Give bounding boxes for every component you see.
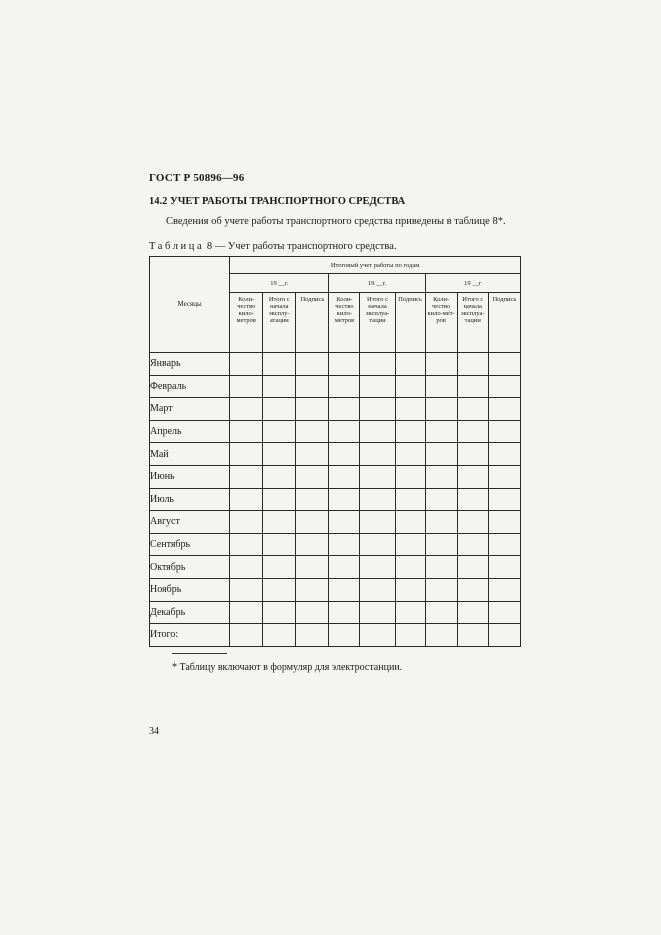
month-label: Итого: [150, 624, 230, 647]
table-row [150, 488, 521, 511]
empty-cell [296, 353, 329, 376]
table-row [150, 578, 521, 601]
empty-cell [360, 488, 395, 511]
year-header: 19 __г. [329, 274, 425, 293]
kilometers-header: Коли-чество кило-мет-ров [425, 293, 457, 353]
empty-cell [425, 353, 457, 376]
empty-cell [425, 601, 457, 624]
empty-cell [425, 465, 457, 488]
empty-cell [488, 624, 520, 647]
empty-cell [457, 443, 488, 466]
empty-cell [230, 443, 263, 466]
empty-cell [395, 556, 425, 579]
table-row [150, 353, 521, 376]
empty-cell [263, 533, 296, 556]
empty-cell [395, 420, 425, 443]
table-caption [149, 241, 396, 252]
empty-cell [360, 443, 395, 466]
empty-cell [425, 533, 457, 556]
empty-cell [329, 556, 360, 579]
table-row [150, 556, 521, 579]
empty-cell [296, 533, 329, 556]
empty-cell [360, 511, 395, 534]
empty-cell [360, 465, 395, 488]
empty-cell [457, 465, 488, 488]
total-since-start-header: Итого с начала эксплуа-тации [457, 293, 488, 353]
empty-cell [263, 488, 296, 511]
empty-cell [263, 556, 296, 579]
footnote: * Таблицу включают в формуляр для электростанции. [172, 662, 403, 673]
empty-cell [360, 556, 395, 579]
empty-cell [296, 578, 329, 601]
empty-cell [457, 398, 488, 421]
empty-cell [263, 624, 296, 647]
empty-cell [296, 601, 329, 624]
empty-cell [296, 624, 329, 647]
empty-cell [395, 511, 425, 534]
empty-cell [296, 511, 329, 534]
empty-cell [296, 398, 329, 421]
empty-cell [263, 443, 296, 466]
month-label: Декабрь [150, 601, 230, 624]
empty-cell [488, 601, 520, 624]
empty-cell [230, 353, 263, 376]
empty-cell [360, 601, 395, 624]
empty-cell [488, 511, 520, 534]
table-row [150, 420, 521, 443]
months-column-header: Месяцы [150, 257, 230, 353]
empty-cell [230, 375, 263, 398]
empty-cell [457, 601, 488, 624]
empty-cell [395, 488, 425, 511]
empty-cell [230, 398, 263, 421]
yearly-summary-header: Итоговый учет работы по годам [230, 257, 521, 274]
empty-cell [360, 375, 395, 398]
empty-cell [425, 420, 457, 443]
table-row [150, 624, 521, 647]
empty-cell [488, 578, 520, 601]
table-caption-title: 8 — Учет работы транспортного средства. [204, 241, 397, 252]
month-label: Март [150, 398, 230, 421]
empty-cell [360, 353, 395, 376]
empty-cell [329, 398, 360, 421]
table-caption-prefix: Таблица [149, 241, 205, 252]
empty-cell [457, 420, 488, 443]
empty-cell [263, 398, 296, 421]
empty-cell [329, 375, 360, 398]
empty-cell [395, 578, 425, 601]
month-label: Май [150, 443, 230, 466]
empty-cell [457, 488, 488, 511]
vehicle-work-log-table [149, 256, 521, 647]
empty-cell [360, 420, 395, 443]
table-row [150, 511, 521, 534]
year-header: 19 __г [425, 274, 520, 293]
signature-header: Подпись [296, 293, 329, 353]
empty-cell [488, 398, 520, 421]
empty-cell [360, 578, 395, 601]
empty-cell [230, 624, 263, 647]
month-label: Июль [150, 488, 230, 511]
empty-cell [395, 443, 425, 466]
kilometers-header: Коли-чество кило-метров [230, 293, 263, 353]
empty-cell [488, 420, 520, 443]
empty-cell [329, 578, 360, 601]
signature-header: Подпись [488, 293, 520, 353]
empty-cell [230, 533, 263, 556]
empty-cell [230, 420, 263, 443]
month-label: Август [150, 511, 230, 534]
empty-cell [488, 533, 520, 556]
empty-cell [360, 533, 395, 556]
empty-cell [296, 375, 329, 398]
month-label: Апрель [150, 420, 230, 443]
empty-cell [425, 578, 457, 601]
empty-cell [329, 511, 360, 534]
empty-cell [263, 375, 296, 398]
empty-cell [488, 488, 520, 511]
month-label: Январь [150, 353, 230, 376]
section-heading: 14.2 УЧЕТ РАБОТЫ ТРАНСПОРТНОГО СРЕДСТВА [149, 196, 406, 207]
empty-cell [457, 533, 488, 556]
empty-cell [395, 375, 425, 398]
empty-cell [263, 465, 296, 488]
empty-cell [230, 465, 263, 488]
month-label: Февраль [150, 375, 230, 398]
empty-cell [457, 624, 488, 647]
empty-cell [296, 420, 329, 443]
empty-cell [488, 353, 520, 376]
empty-cell [296, 465, 329, 488]
table-row [150, 533, 521, 556]
empty-cell [457, 353, 488, 376]
empty-cell [329, 353, 360, 376]
table-row [150, 375, 521, 398]
empty-cell [457, 375, 488, 398]
empty-cell [230, 578, 263, 601]
empty-cell [263, 511, 296, 534]
page-number: 34 [149, 726, 159, 737]
empty-cell [360, 624, 395, 647]
empty-cell [329, 533, 360, 556]
empty-cell [488, 443, 520, 466]
table-row [150, 398, 521, 421]
month-label: Октябрь [150, 556, 230, 579]
empty-cell [395, 465, 425, 488]
empty-cell [395, 624, 425, 647]
empty-cell [329, 624, 360, 647]
empty-cell [488, 556, 520, 579]
empty-cell [263, 601, 296, 624]
kilometers-header: Коли-чество кило-метров [329, 293, 360, 353]
empty-cell [230, 488, 263, 511]
empty-cell [329, 420, 360, 443]
empty-cell [425, 488, 457, 511]
empty-cell [329, 443, 360, 466]
empty-cell [425, 624, 457, 647]
empty-cell [230, 601, 263, 624]
empty-cell [425, 398, 457, 421]
empty-cell [425, 443, 457, 466]
table-body [150, 353, 521, 647]
empty-cell [457, 556, 488, 579]
total-since-start-header: Итого с начала эксплуа-тации [360, 293, 395, 353]
table-row [150, 601, 521, 624]
empty-cell [296, 443, 329, 466]
empty-cell [230, 556, 263, 579]
empty-cell [296, 556, 329, 579]
empty-cell [230, 511, 263, 534]
empty-cell [395, 353, 425, 376]
month-label: Ноябрь [150, 578, 230, 601]
empty-cell [263, 420, 296, 443]
intro-paragraph: Сведения об учете работы транспортного средства приведены в таблице 8*. [166, 216, 506, 227]
empty-cell [425, 556, 457, 579]
empty-cell [329, 488, 360, 511]
month-label: Июнь [150, 465, 230, 488]
month-label: Сентябрь [150, 533, 230, 556]
total-since-start-header: Итого с начала эксплу-атации [263, 293, 296, 353]
empty-cell [457, 578, 488, 601]
empty-cell [263, 353, 296, 376]
year-header: 19 __г. [230, 274, 329, 293]
empty-cell [425, 375, 457, 398]
empty-cell [395, 601, 425, 624]
table-row [150, 465, 521, 488]
empty-cell [329, 601, 360, 624]
empty-cell [488, 465, 520, 488]
empty-cell [360, 398, 395, 421]
empty-cell [395, 533, 425, 556]
document-code: ГОСТ Р 50896—96 [149, 172, 245, 184]
footnote-divider [172, 653, 227, 654]
table-row [150, 443, 521, 466]
empty-cell [425, 511, 457, 534]
empty-cell [296, 488, 329, 511]
empty-cell [457, 511, 488, 534]
empty-cell [395, 398, 425, 421]
empty-cell [263, 578, 296, 601]
signature-header: Подпись [395, 293, 425, 353]
empty-cell [329, 465, 360, 488]
empty-cell [488, 375, 520, 398]
